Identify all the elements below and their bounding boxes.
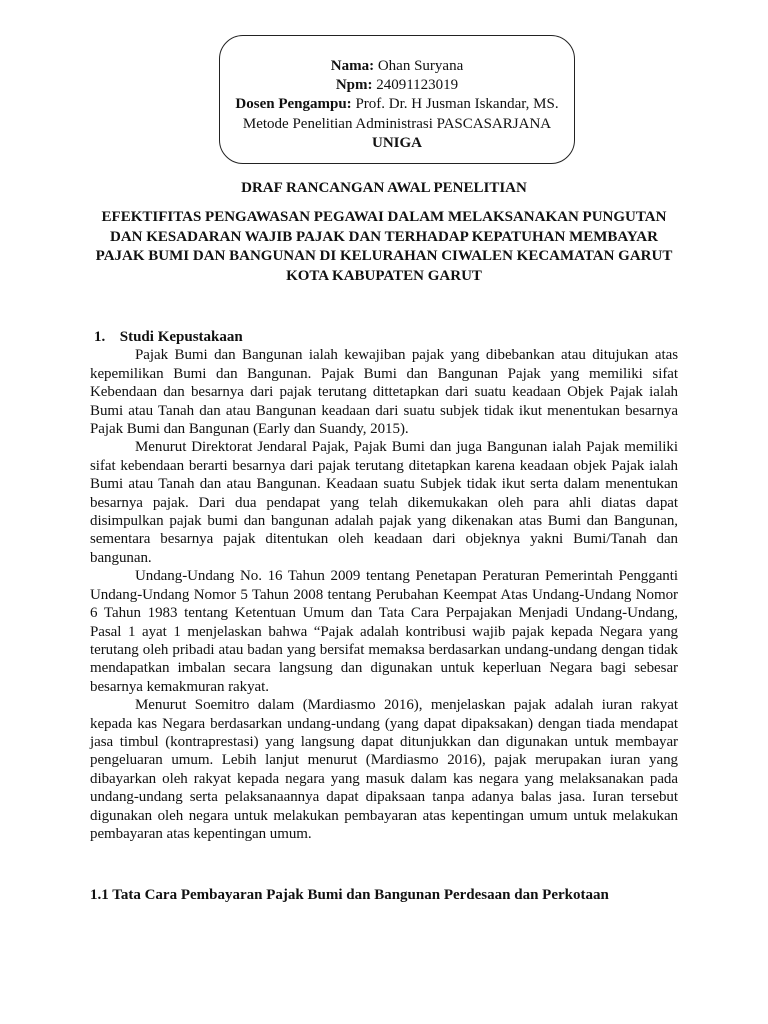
npm-label: Npm:: [335, 77, 373, 94]
lecturer-label: Dosen Pengampu:: [235, 96, 352, 113]
section-heading: [90, 328, 678, 346]
institution-line: [220, 134, 574, 153]
section-number: 1.: [94, 329, 106, 345]
draft-title: DRAF RANCANGAN AWAL PENELITIAN: [241, 180, 527, 196]
name-value: Ohan Suryana: [377, 58, 464, 74]
name-line: [220, 57, 574, 76]
name-label: Nama:: [330, 58, 375, 74]
research-title: EFEKTIFITAS PENGAWASAN PEGAWAI DALAM MELAKSANAKAN PUNGUTAN DAN KESADARAN WAJIB PAJAK DAN TERHADAP KEPATUHAN MEMBAYAR PAJAK BUMI DAN BANGUNAN DI KELURAHAN CIWALEN KECAMATAN GARUT KOTA KABUPATEN GARUT: [95, 209, 673, 284]
lecturer-value: Prof. Dr. H Jusman Iskandar, MS.: [355, 96, 559, 113]
lecturer-line: [220, 95, 574, 114]
identity-box: [219, 35, 575, 164]
subsection-heading: 1.1 Tata Cara Pembayaran Pajak Bumi dan Bangunan Perdesaan dan Perkotaan: [90, 887, 609, 903]
paragraph: Menurut Soemitro dalam (Mardiasmo 2016), menjelaskan pajak adalah iuran rakyat kepada kas Negara berdasarkan undang-undang (yang dapat dipaksakan) dengan tiada mendapat jasa timbul (kontraprestasi) yang langsung dapat ditunjukkan dan digunakan untuk membayar pengeluaran umum. Lebih lanjut menurut (Mardiasmo 2016), pajak merupakan iuran yang dibayarkan oleh rakyat kepada negara yang masuk dalam kas negara yang melaksanakan pada undang-undang serta pelaksanaannya dapat dipaksaan tanpa adanya balas jasa. Iuran tersebut digunakan oleh negara untuk melakukan pembayaran atas kepentingan umum untuk melakukan pembayaran atas kepentingan umum.: [90, 697, 678, 842]
section-title: Studi Kepustakaan: [119, 329, 243, 345]
paragraph: Pajak Bumi dan Bangunan ialah kewajiban pajak yang dibebankan atau ditujukan atas kepemilikan Bumi dan Bangunan. Pajak Bumi dan Bangunan Pajak yang memiliki sifat Kebendaan dan besarnya dari pajak terutang dittetapkan dari suatu keadaan Objek Pajak ialah Bumi atau Tanah dan atau Bangunan keadaan dari suatu subjek tidak ikut menentukan besarnya Pajak Bumi dan Bangunan (Early dan Suandy, 2015).: [90, 347, 678, 438]
institution-name: UNIGA: [371, 134, 422, 151]
section-literature-review: [90, 328, 678, 843]
paragraph: Undang-Undang No. 16 Tahun 2009 tentang Penetapan Peraturan Pemerintah Pengganti Undang-Undang Nomor 5 Tahun 2008 tentang Perubahan Keempat Atas Undang-Undang Nomor 6 Tahun 1983 tentang Ketentuan Umum dan Tata Cara Perpajakan Menjadi Undang-Undang, Pasal 1 ayat 1 menjelaskan bahwa “Pajak adalah kontribusi wajib pajak kepada Negara yang terutang oleh pribadi atau badan yang bersifat memaksa berdasarkan undang-undang dengan tidak mendapatkan imbalan secara langsung dan digunakan untuk keperluan Negara bagi sebesar besarnya kemakmuran rakyat.: [90, 568, 678, 695]
npm-line: [220, 76, 574, 95]
paragraph: Menurut Direktorat Jendaral Pajak, Pajak Bumi dan juga Bangunan ialah Pajak memiliki sifat kebendaan berarti besarnya dari pajak terutang ditetapkan karena keadaan objek Pajak ialah Bumi atau Tanah dan atau Bangunan. Keadaan suatu Subjek tidak ikut serta dalam menentukan besarnya pajak. Dari dua pendapat yang telah dikemukakan oleh para ahli diatas dapat disimpulkan pajak bumi dan bangunan adalah pajak yang dikenakan atas Bumi dan Bangunan, sementara besarnya pajak ditentukan oleh keadaan dari objeknya yakni Bumi/Tanah dan bangunan.: [90, 439, 678, 566]
course-line: Metode Penelitian Administrasi PASCASARJANA: [242, 115, 552, 132]
npm-value: 24091123019: [376, 77, 459, 94]
